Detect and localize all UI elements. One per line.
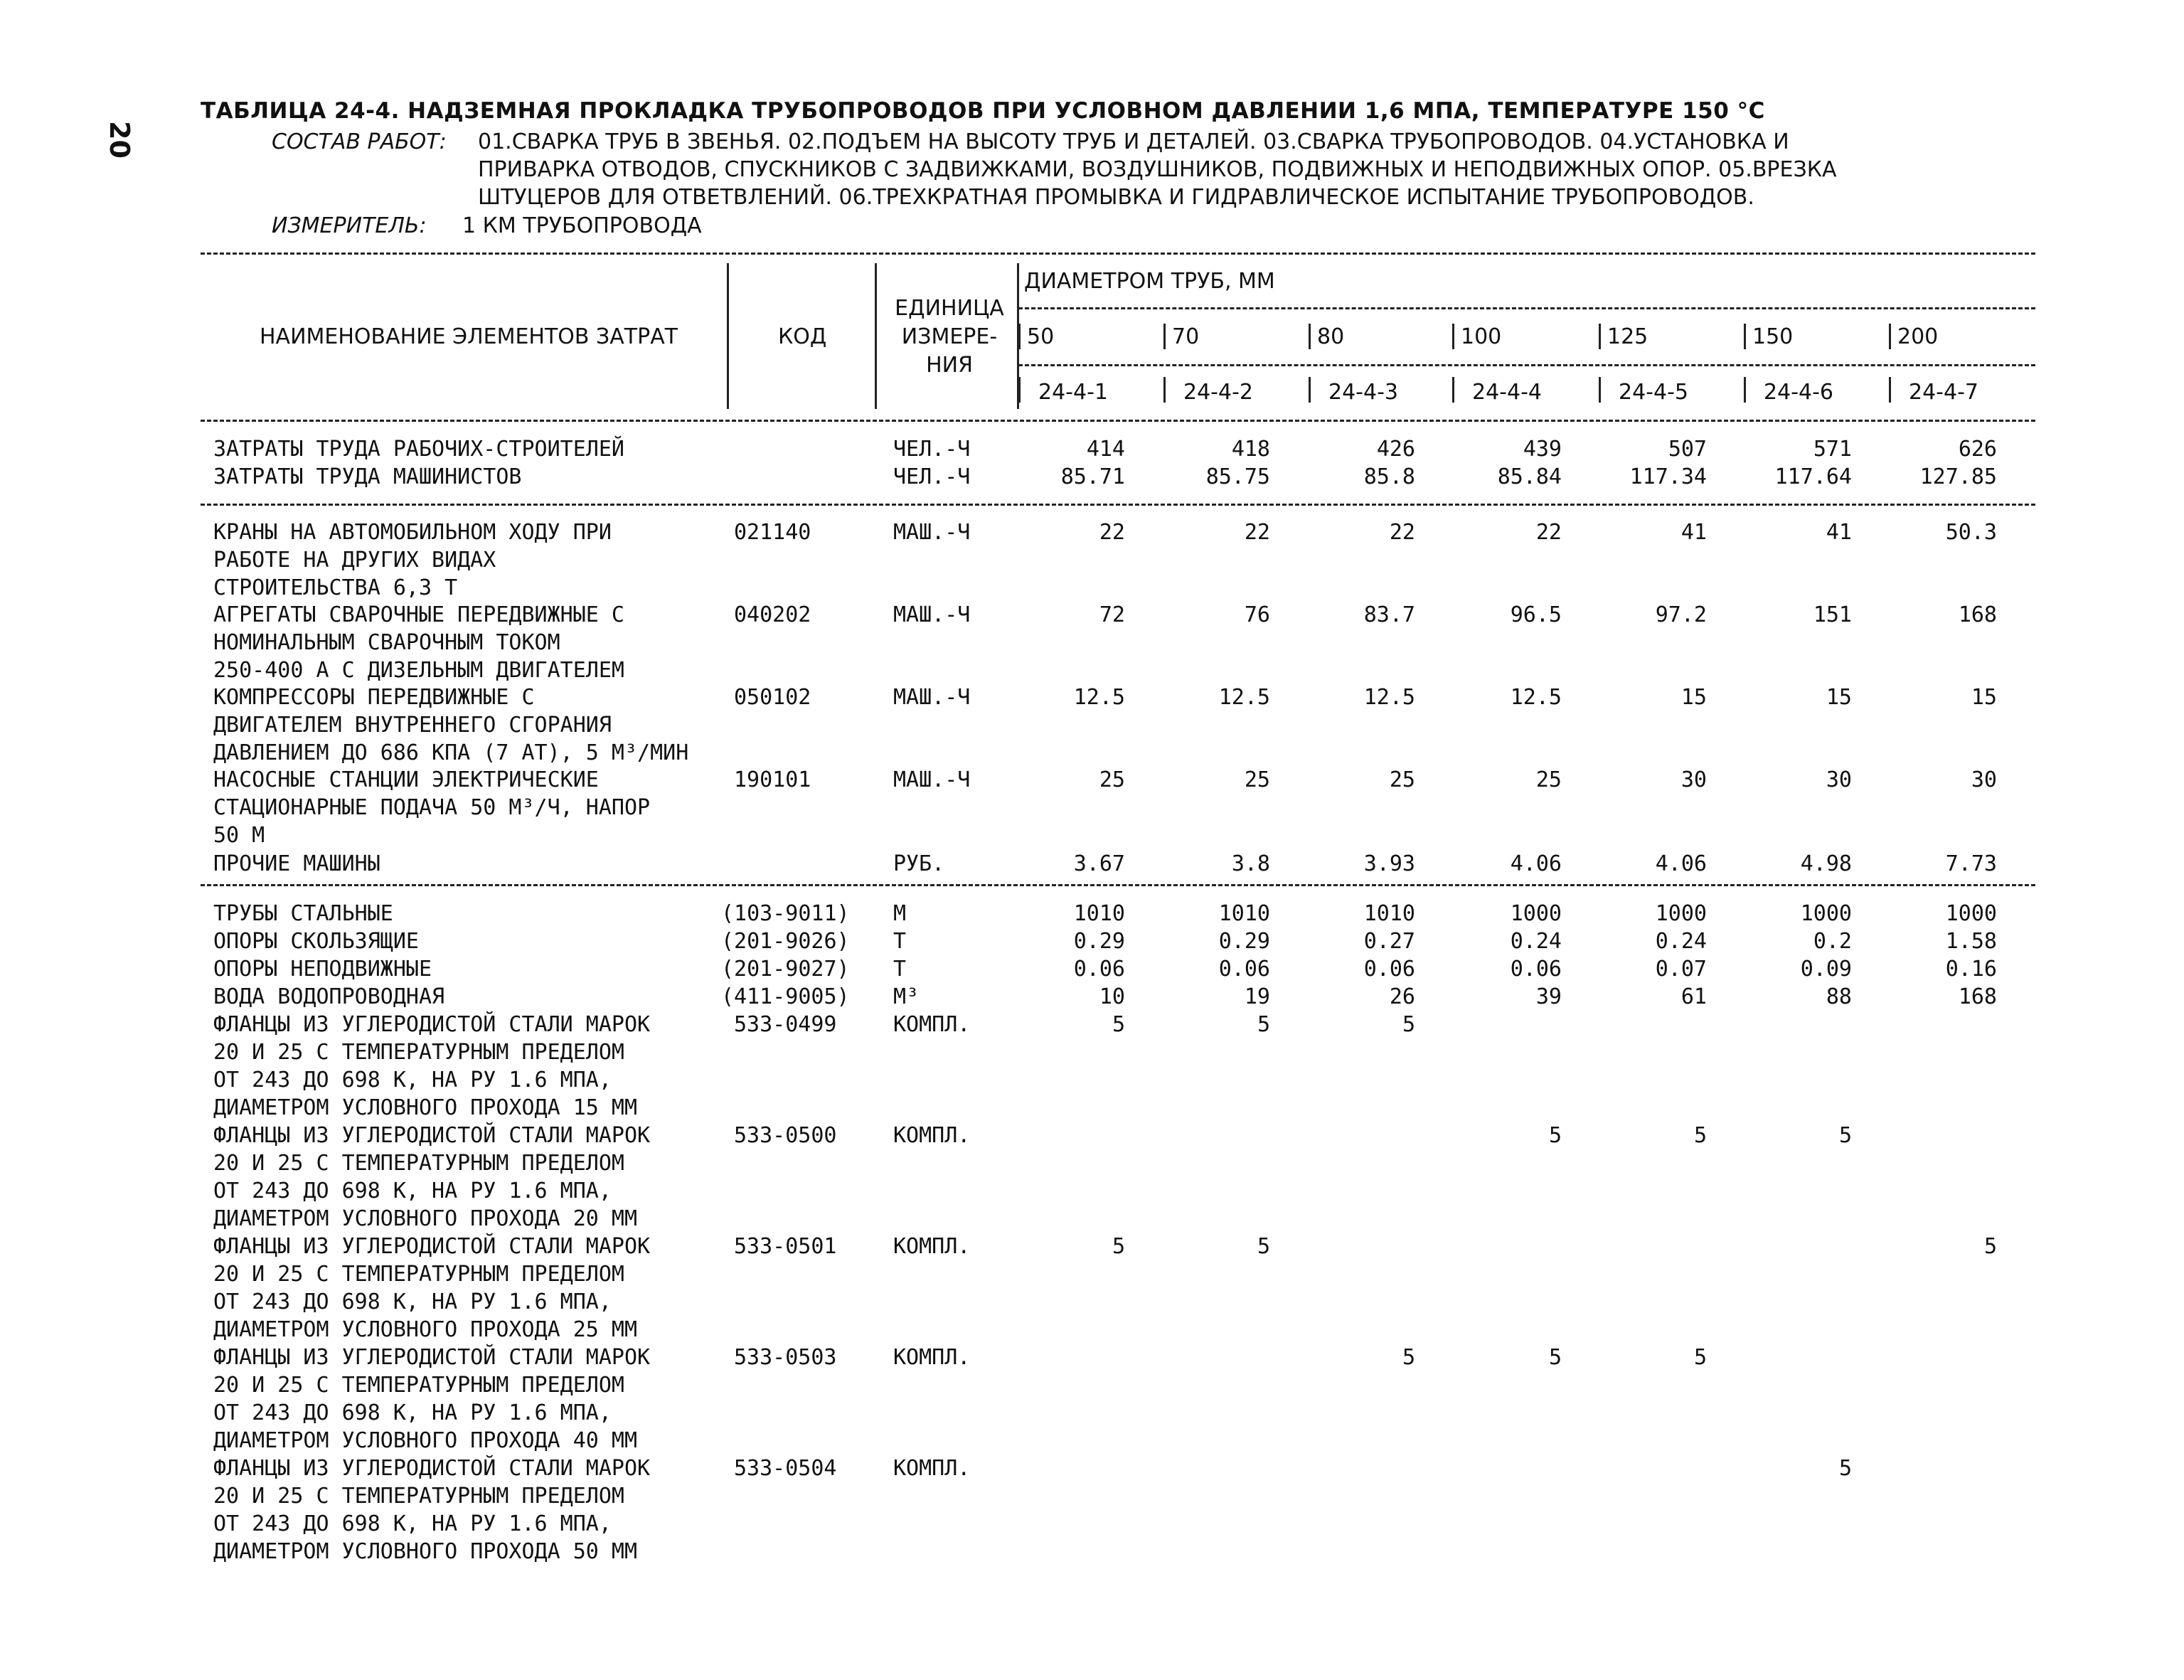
row-4-unit: МАШ.-Ч bbox=[893, 685, 971, 710]
header-divider-code bbox=[875, 263, 877, 409]
row-8-value-1: 0.29 bbox=[1218, 929, 1270, 954]
row-8-value-5: 0.2 bbox=[1813, 929, 1852, 954]
norm-code-24-4-3: 24-4-3 bbox=[1328, 380, 1398, 405]
row-2-value-4: 41 bbox=[1680, 520, 1707, 545]
row-10-value-5: 88 bbox=[1826, 984, 1852, 1009]
row-11-value-1: 5 bbox=[1257, 1012, 1270, 1037]
row-11-unit: КОМПЛ. bbox=[893, 1012, 971, 1037]
table-title: ТАБЛИЦА 24-4. НАДЗЕМНАЯ ПРОКЛАДКА ТРУБОПРОВОДОВ ПРИ УСЛОВНОМ ДАВЛЕНИИ 1,6 МПА, ТЕМПЕРАТУРЕ 150 °С bbox=[201, 98, 1765, 124]
row-8-unit: Т bbox=[893, 929, 907, 954]
row-11-name-line-0: ФЛАНЦЫ ИЗ УГЛЕРОДИСТОЙ СТАЛИ МАРОК bbox=[213, 1012, 651, 1037]
row-9-value-1: 0.06 bbox=[1218, 957, 1270, 982]
row-8-code: (201-9026) bbox=[721, 929, 850, 954]
row-0-value-4: 507 bbox=[1668, 437, 1707, 462]
row-14-value-4: 5 bbox=[1693, 1345, 1707, 1370]
row-8-value-4: 0.24 bbox=[1655, 929, 1707, 954]
measure-value: 1 КМ ТРУБОПРОВОДА bbox=[462, 213, 702, 238]
code-divider bbox=[1163, 377, 1166, 403]
code-divider bbox=[1309, 377, 1311, 403]
row-3-value-1: 76 bbox=[1244, 602, 1270, 627]
diameter-125: 125 bbox=[1607, 324, 1648, 349]
row-3-name-line-0: АГРЕГАТЫ СВАРОЧНЫЕ ПЕРЕДВИЖНЫЕ С bbox=[213, 602, 624, 627]
norm-code-24-4-2: 24-4-2 bbox=[1183, 380, 1253, 405]
row-13-code: 533-0501 bbox=[734, 1234, 837, 1259]
header-diameter-title: ДИАМЕТРОМ ТРУБ, ММ bbox=[1024, 269, 1275, 294]
norm-code-24-4-6: 24-4-6 bbox=[1764, 380, 1833, 405]
row-3-unit: МАШ.-Ч bbox=[893, 602, 971, 627]
row-11-name-line-3: ДИАМЕТРОМ УСЛОВНОГО ПРОХОДА 15 ММ bbox=[213, 1095, 638, 1120]
row-7-name-line-0: ТРУБЫ СТАЛЬНЫЕ bbox=[213, 901, 393, 926]
code-divider bbox=[1018, 377, 1021, 403]
row-13-name-line-2: ОТ 243 ДО 698 К, НА РУ 1.6 МПА, bbox=[213, 1290, 612, 1314]
work-composition-line-1: 01.СВАРКА ТРУБ В ЗВЕНЬЯ. 02.ПОДЪЕМ НА ВЫСОТУ ТРУБ И ДЕТАЛЕЙ. 03.СВАРКА ТРУБОПРОВОДОВ. 04.УСТАНОВКА И bbox=[478, 129, 1789, 154]
row-1-value-1: 85.75 bbox=[1205, 464, 1270, 489]
row-2-unit: МАШ.-Ч bbox=[893, 520, 971, 545]
row-5-value-3: 25 bbox=[1535, 767, 1562, 792]
row-3-value-0: 72 bbox=[1099, 602, 1125, 627]
row-11-name-line-1: 20 И 25 С ТЕМПЕРАТУРНЫМ ПРЕДЕЛОМ bbox=[213, 1040, 624, 1065]
header-unit-line-2: ИЗМЕРЕ- bbox=[901, 324, 998, 349]
row-1-value-0: 85.71 bbox=[1060, 464, 1125, 489]
row-13-value-0: 5 bbox=[1112, 1234, 1125, 1259]
row-5-name-line-0: НАСОСНЫЕ СТАНЦИИ ЭЛЕКТРИЧЕСКИЕ bbox=[213, 767, 599, 792]
row-2-value-5: 41 bbox=[1826, 520, 1852, 545]
row-14-name-line-0: ФЛАНЦЫ ИЗ УГЛЕРОДИСТОЙ СТАЛИ МАРОК bbox=[213, 1345, 651, 1370]
diameter-divider bbox=[1018, 324, 1021, 349]
row-11-name-line-2: ОТ 243 ДО 698 К, НА РУ 1.6 МПА, bbox=[213, 1068, 612, 1092]
row-14-name-line-3: ДИАМЕТРОМ УСЛОВНОГО ПРОХОДА 40 ММ bbox=[213, 1428, 638, 1453]
row-14-code: 533-0503 bbox=[734, 1345, 837, 1370]
row-3-value-3: 96.5 bbox=[1510, 602, 1562, 627]
row-8-value-2: 0.27 bbox=[1363, 929, 1415, 954]
row-12-name-line-1: 20 И 25 С ТЕМПЕРАТУРНЫМ ПРЕДЕЛОМ bbox=[213, 1151, 624, 1176]
row-10-value-3: 39 bbox=[1535, 984, 1562, 1009]
row-7-code: (103-9011) bbox=[721, 901, 850, 926]
row-5-name-line-1: СТАЦИОНАРНЫЕ ПОДАЧА 50 М³/Ч, НАПОР bbox=[213, 795, 651, 820]
row-15-name-line-2: ОТ 243 ДО 698 К, НА РУ 1.6 МПА, bbox=[213, 1511, 612, 1536]
row-10-value-4: 61 bbox=[1680, 984, 1707, 1009]
row-7-unit: М bbox=[893, 901, 907, 926]
row-9-value-0: 0.06 bbox=[1073, 957, 1125, 982]
diameter-divider bbox=[1744, 324, 1746, 349]
diameter-150: 150 bbox=[1752, 324, 1794, 349]
row-0-value-3: 439 bbox=[1523, 437, 1562, 462]
row-5-value-5: 30 bbox=[1826, 767, 1852, 792]
row-0-value-1: 418 bbox=[1231, 437, 1270, 462]
row-1-value-6: 127.85 bbox=[1919, 464, 1997, 489]
diameter-80: 80 bbox=[1317, 324, 1345, 349]
code-divider bbox=[1452, 377, 1454, 403]
row-13-value-1: 5 bbox=[1257, 1234, 1270, 1259]
header-unit-line-3: НИЯ bbox=[926, 353, 973, 378]
row-15-name-line-0: ФЛАНЦЫ ИЗ УГЛЕРОДИСТОЙ СТАЛИ МАРОК bbox=[213, 1456, 651, 1481]
row-15-name-line-3: ДИАМЕТРОМ УСЛОВНОГО ПРОХОДА 50 ММ bbox=[213, 1539, 638, 1564]
row-12-name-line-3: ДИАМЕТРОМ УСЛОВНОГО ПРОХОДА 20 ММ bbox=[213, 1206, 638, 1231]
work-composition-line-2: ПРИВАРКА ОТВОДОВ, СПУСКНИКОВ С ЗАДВИЖКАМИ, ВОЗДУШНИКОВ, ПОДВИЖНЫХ И НЕПОДВИЖНЫХ ОПОР. 05.ВРЕЗКА bbox=[478, 157, 1837, 182]
row-6-value-4: 4.06 bbox=[1655, 851, 1707, 876]
row-0-unit: ЧЕЛ.-Ч bbox=[893, 437, 971, 462]
diameter-50: 50 bbox=[1027, 324, 1055, 349]
row-9-value-3: 0.06 bbox=[1510, 957, 1562, 982]
row-4-value-0: 12.5 bbox=[1073, 685, 1125, 710]
row-3-value-2: 83.7 bbox=[1363, 602, 1415, 627]
row-11-value-2: 5 bbox=[1402, 1012, 1415, 1037]
row-15-unit: КОМПЛ. bbox=[893, 1456, 971, 1481]
row-13-name-line-3: ДИАМЕТРОМ УСЛОВНОГО ПРОХОДА 25 ММ bbox=[213, 1317, 638, 1342]
row-14-value-2: 5 bbox=[1402, 1345, 1415, 1370]
row-10-value-2: 26 bbox=[1389, 984, 1415, 1009]
header-bottom-rule bbox=[201, 420, 2035, 422]
row-2-value-2: 22 bbox=[1389, 520, 1415, 545]
row-9-value-6: 0.16 bbox=[1945, 957, 1997, 982]
code-divider bbox=[1744, 377, 1746, 403]
row-3-value-4: 97.2 bbox=[1655, 602, 1707, 627]
row-6-value-6: 7.73 bbox=[1945, 851, 1997, 876]
work-composition-line-3: ШТУЦЕРОВ ДЛЯ ОТВЕТВЛЕНИЙ. 06.ТРЕХКРАТНАЯ ПРОМЫВКА И ГИДРАВЛИЧЕСКОЕ ИСПЫТАНИЕ ТРУБОПРОВОДОВ. bbox=[478, 185, 1754, 210]
code-divider bbox=[1889, 377, 1891, 403]
row-1-value-3: 85.84 bbox=[1497, 464, 1562, 489]
row-2-name-line-2: СТРОИТЕЛЬСТВА 6,3 Т bbox=[213, 575, 458, 600]
row-4-value-6: 15 bbox=[1971, 685, 1997, 710]
row-5-value-6: 30 bbox=[1971, 767, 1997, 792]
row-0-value-0: 414 bbox=[1086, 437, 1125, 462]
row-4-value-1: 12.5 bbox=[1218, 685, 1270, 710]
row-9-value-5: 0.09 bbox=[1800, 957, 1852, 982]
row-5-value-2: 25 bbox=[1389, 767, 1415, 792]
row-3-value-6: 168 bbox=[1958, 602, 1997, 627]
row-6-unit: РУБ. bbox=[893, 851, 945, 876]
row-8-value-3: 0.24 bbox=[1510, 929, 1562, 954]
row-9-unit: Т bbox=[893, 957, 907, 982]
row-4-name-line-1: ДВИГАТЕЛЕМ ВНУТРЕННЕГО СГОРАНИЯ bbox=[213, 713, 612, 738]
row-8-value-6: 1.58 bbox=[1945, 929, 1997, 954]
row-8-name-line-0: ОПОРЫ СКОЛЬЗЯЩИЕ bbox=[213, 929, 419, 954]
row-5-unit: МАШ.-Ч bbox=[893, 767, 971, 792]
row-6-value-1: 3.8 bbox=[1231, 851, 1270, 876]
row-8-value-0: 0.29 bbox=[1073, 929, 1125, 954]
row-2-value-3: 22 bbox=[1535, 520, 1562, 545]
row-10-value-6: 168 bbox=[1958, 984, 1997, 1009]
row-6-value-0: 3.67 bbox=[1073, 851, 1125, 876]
row-10-unit: М³ bbox=[893, 984, 920, 1009]
row-4-value-5: 15 bbox=[1826, 685, 1852, 710]
row-7-value-1: 1010 bbox=[1218, 901, 1270, 926]
row-12-code: 533-0500 bbox=[734, 1123, 837, 1148]
row-1-value-2: 85.8 bbox=[1363, 464, 1415, 489]
row-11-code: 533-0499 bbox=[734, 1012, 837, 1037]
row-12-value-3: 5 bbox=[1548, 1123, 1562, 1148]
row-1-unit: ЧЕЛ.-Ч bbox=[893, 464, 971, 489]
row-6-value-2: 3.93 bbox=[1363, 851, 1415, 876]
header-unit-line-1: ЕДИНИЦА bbox=[895, 296, 1004, 321]
row-12-unit: КОМПЛ. bbox=[893, 1123, 971, 1148]
row-11-value-0: 5 bbox=[1112, 1012, 1125, 1037]
row-12-name-line-2: ОТ 243 ДО 698 К, НА РУ 1.6 МПА, bbox=[213, 1179, 612, 1203]
header-divider-name bbox=[727, 263, 729, 409]
row-0-value-6: 626 bbox=[1958, 437, 1997, 462]
row-14-name-line-2: ОТ 243 ДО 698 К, НА РУ 1.6 МПА, bbox=[213, 1400, 612, 1425]
row-6-value-5: 4.98 bbox=[1800, 851, 1852, 876]
row-0-value-5: 571 bbox=[1813, 437, 1852, 462]
row-10-name-line-0: ВОДА ВОДОПРОВОДНАЯ bbox=[213, 984, 445, 1009]
norm-code-24-4-7: 24-4-7 bbox=[1909, 380, 1978, 405]
row-5-value-4: 30 bbox=[1680, 767, 1707, 792]
norm-code-24-4-1: 24-4-1 bbox=[1038, 380, 1108, 405]
diameter-70: 70 bbox=[1172, 324, 1200, 349]
row-4-name-line-0: КОМПРЕССОРЫ ПЕРЕДВИЖНЫЕ С bbox=[213, 685, 535, 710]
diameter-divider bbox=[1599, 324, 1601, 349]
row-9-value-4: 0.07 bbox=[1655, 957, 1707, 982]
row-3-value-5: 151 bbox=[1813, 602, 1852, 627]
row-10-code: (411-9005) bbox=[721, 984, 850, 1009]
row-10-value-1: 19 bbox=[1244, 984, 1270, 1009]
row-4-name-line-2: ДАВЛЕНИЕМ ДО 686 КПА (7 АТ), 5 М³/МИН bbox=[213, 740, 689, 765]
row-9-name-line-0: ОПОРЫ НЕПОДВИЖНЫЕ bbox=[213, 957, 432, 982]
row-1-name-line-0: ЗАТРАТЫ ТРУДА МАШИНИСТОВ bbox=[213, 464, 522, 489]
row-7-value-3: 1000 bbox=[1510, 901, 1562, 926]
row-13-value-6: 5 bbox=[1983, 1234, 1997, 1259]
diameter-divider bbox=[1163, 324, 1166, 349]
labor-section-rule bbox=[201, 504, 2035, 506]
table-top-rule bbox=[201, 252, 2035, 255]
row-12-value-4: 5 bbox=[1693, 1123, 1707, 1148]
row-2-value-6: 50.3 bbox=[1945, 520, 1997, 545]
measure-label: ИЗМЕРИТЕЛЬ: bbox=[272, 213, 427, 238]
code-divider bbox=[1599, 377, 1601, 403]
page-number: 20 bbox=[104, 121, 135, 159]
row-5-name-line-2: 50 М bbox=[213, 823, 265, 848]
diameter-title-rule bbox=[1018, 307, 2035, 309]
diameter-divider bbox=[1452, 324, 1454, 349]
row-2-name-line-1: РАБОТЕ НА ДРУГИХ ВИДАХ bbox=[213, 548, 496, 573]
row-14-unit: КОМПЛ. bbox=[893, 1345, 971, 1370]
row-7-value-6: 1000 bbox=[1945, 901, 1997, 926]
diameter-values-rule bbox=[1018, 364, 2035, 366]
row-15-value-5: 5 bbox=[1838, 1456, 1852, 1481]
row-3-name-line-1: НОМИНАЛЬНЫМ СВАРОЧНЫМ ТОКОМ bbox=[213, 630, 560, 655]
work-composition-label: СОСТАВ РАБОТ: bbox=[272, 129, 447, 154]
row-5-value-1: 25 bbox=[1244, 767, 1270, 792]
row-0-name-line-0: ЗАТРАТЫ ТРУДА РАБОЧИХ-СТРОИТЕЛЕЙ bbox=[213, 437, 624, 462]
row-6-name-line-0: ПРОЧИЕ МАШИНЫ bbox=[213, 851, 380, 876]
row-3-code: 040202 bbox=[734, 602, 811, 627]
row-4-value-4: 15 bbox=[1680, 685, 1707, 710]
row-12-value-5: 5 bbox=[1838, 1123, 1852, 1148]
row-2-value-1: 22 bbox=[1244, 520, 1270, 545]
diameter-100: 100 bbox=[1461, 324, 1502, 349]
row-15-code: 533-0504 bbox=[734, 1456, 837, 1481]
row-2-value-0: 22 bbox=[1099, 520, 1125, 545]
row-4-value-2: 12.5 bbox=[1363, 685, 1415, 710]
row-5-value-0: 25 bbox=[1099, 767, 1125, 792]
row-7-value-2: 1010 bbox=[1363, 901, 1415, 926]
row-2-code: 021140 bbox=[734, 520, 811, 545]
row-4-code: 050102 bbox=[734, 685, 811, 710]
norm-code-24-4-4: 24-4-4 bbox=[1472, 380, 1542, 405]
row-2-name-line-0: КРАНЫ НА АВТОМОБИЛЬНОМ ХОДУ ПРИ bbox=[213, 520, 612, 545]
row-7-value-5: 1000 bbox=[1800, 901, 1852, 926]
header-code: КОД bbox=[778, 324, 827, 349]
row-4-value-3: 12.5 bbox=[1510, 685, 1562, 710]
diameter-divider bbox=[1309, 324, 1311, 349]
header-name: НАИМЕНОВАНИЕ ЭЛЕМЕНТОВ ЗАТРАТ bbox=[260, 324, 678, 349]
row-9-code: (201-9027) bbox=[721, 957, 850, 982]
row-14-value-3: 5 bbox=[1548, 1345, 1562, 1370]
machines-section-rule bbox=[201, 884, 2035, 886]
row-1-value-4: 117.34 bbox=[1629, 464, 1707, 489]
row-3-name-line-2: 250-400 А С ДИЗЕЛЬНЫМ ДВИГАТЕЛЕМ bbox=[213, 658, 624, 683]
row-7-value-4: 1000 bbox=[1655, 901, 1707, 926]
row-7-value-0: 1010 bbox=[1073, 901, 1125, 926]
diameter-200: 200 bbox=[1897, 324, 1939, 349]
norm-code-24-4-5: 24-4-5 bbox=[1619, 380, 1688, 405]
row-13-name-line-0: ФЛАНЦЫ ИЗ УГЛЕРОДИСТОЙ СТАЛИ МАРОК bbox=[213, 1234, 651, 1259]
row-13-unit: КОМПЛ. bbox=[893, 1234, 971, 1259]
row-6-value-3: 4.06 bbox=[1510, 851, 1562, 876]
row-12-name-line-0: ФЛАНЦЫ ИЗ УГЛЕРОДИСТОЙ СТАЛИ МАРОК bbox=[213, 1123, 651, 1148]
row-5-code: 190101 bbox=[734, 767, 811, 792]
diameter-divider bbox=[1889, 324, 1891, 349]
row-13-name-line-1: 20 И 25 С ТЕМПЕРАТУРНЫМ ПРЕДЕЛОМ bbox=[213, 1262, 624, 1287]
row-1-value-5: 117.64 bbox=[1774, 464, 1852, 489]
row-15-name-line-1: 20 И 25 С ТЕМПЕРАТУРНЫМ ПРЕДЕЛОМ bbox=[213, 1484, 624, 1509]
row-14-name-line-1: 20 И 25 С ТЕМПЕРАТУРНЫМ ПРЕДЕЛОМ bbox=[213, 1373, 624, 1398]
row-10-value-0: 10 bbox=[1099, 984, 1125, 1009]
row-9-value-2: 0.06 bbox=[1363, 957, 1415, 982]
row-0-value-2: 426 bbox=[1376, 437, 1415, 462]
